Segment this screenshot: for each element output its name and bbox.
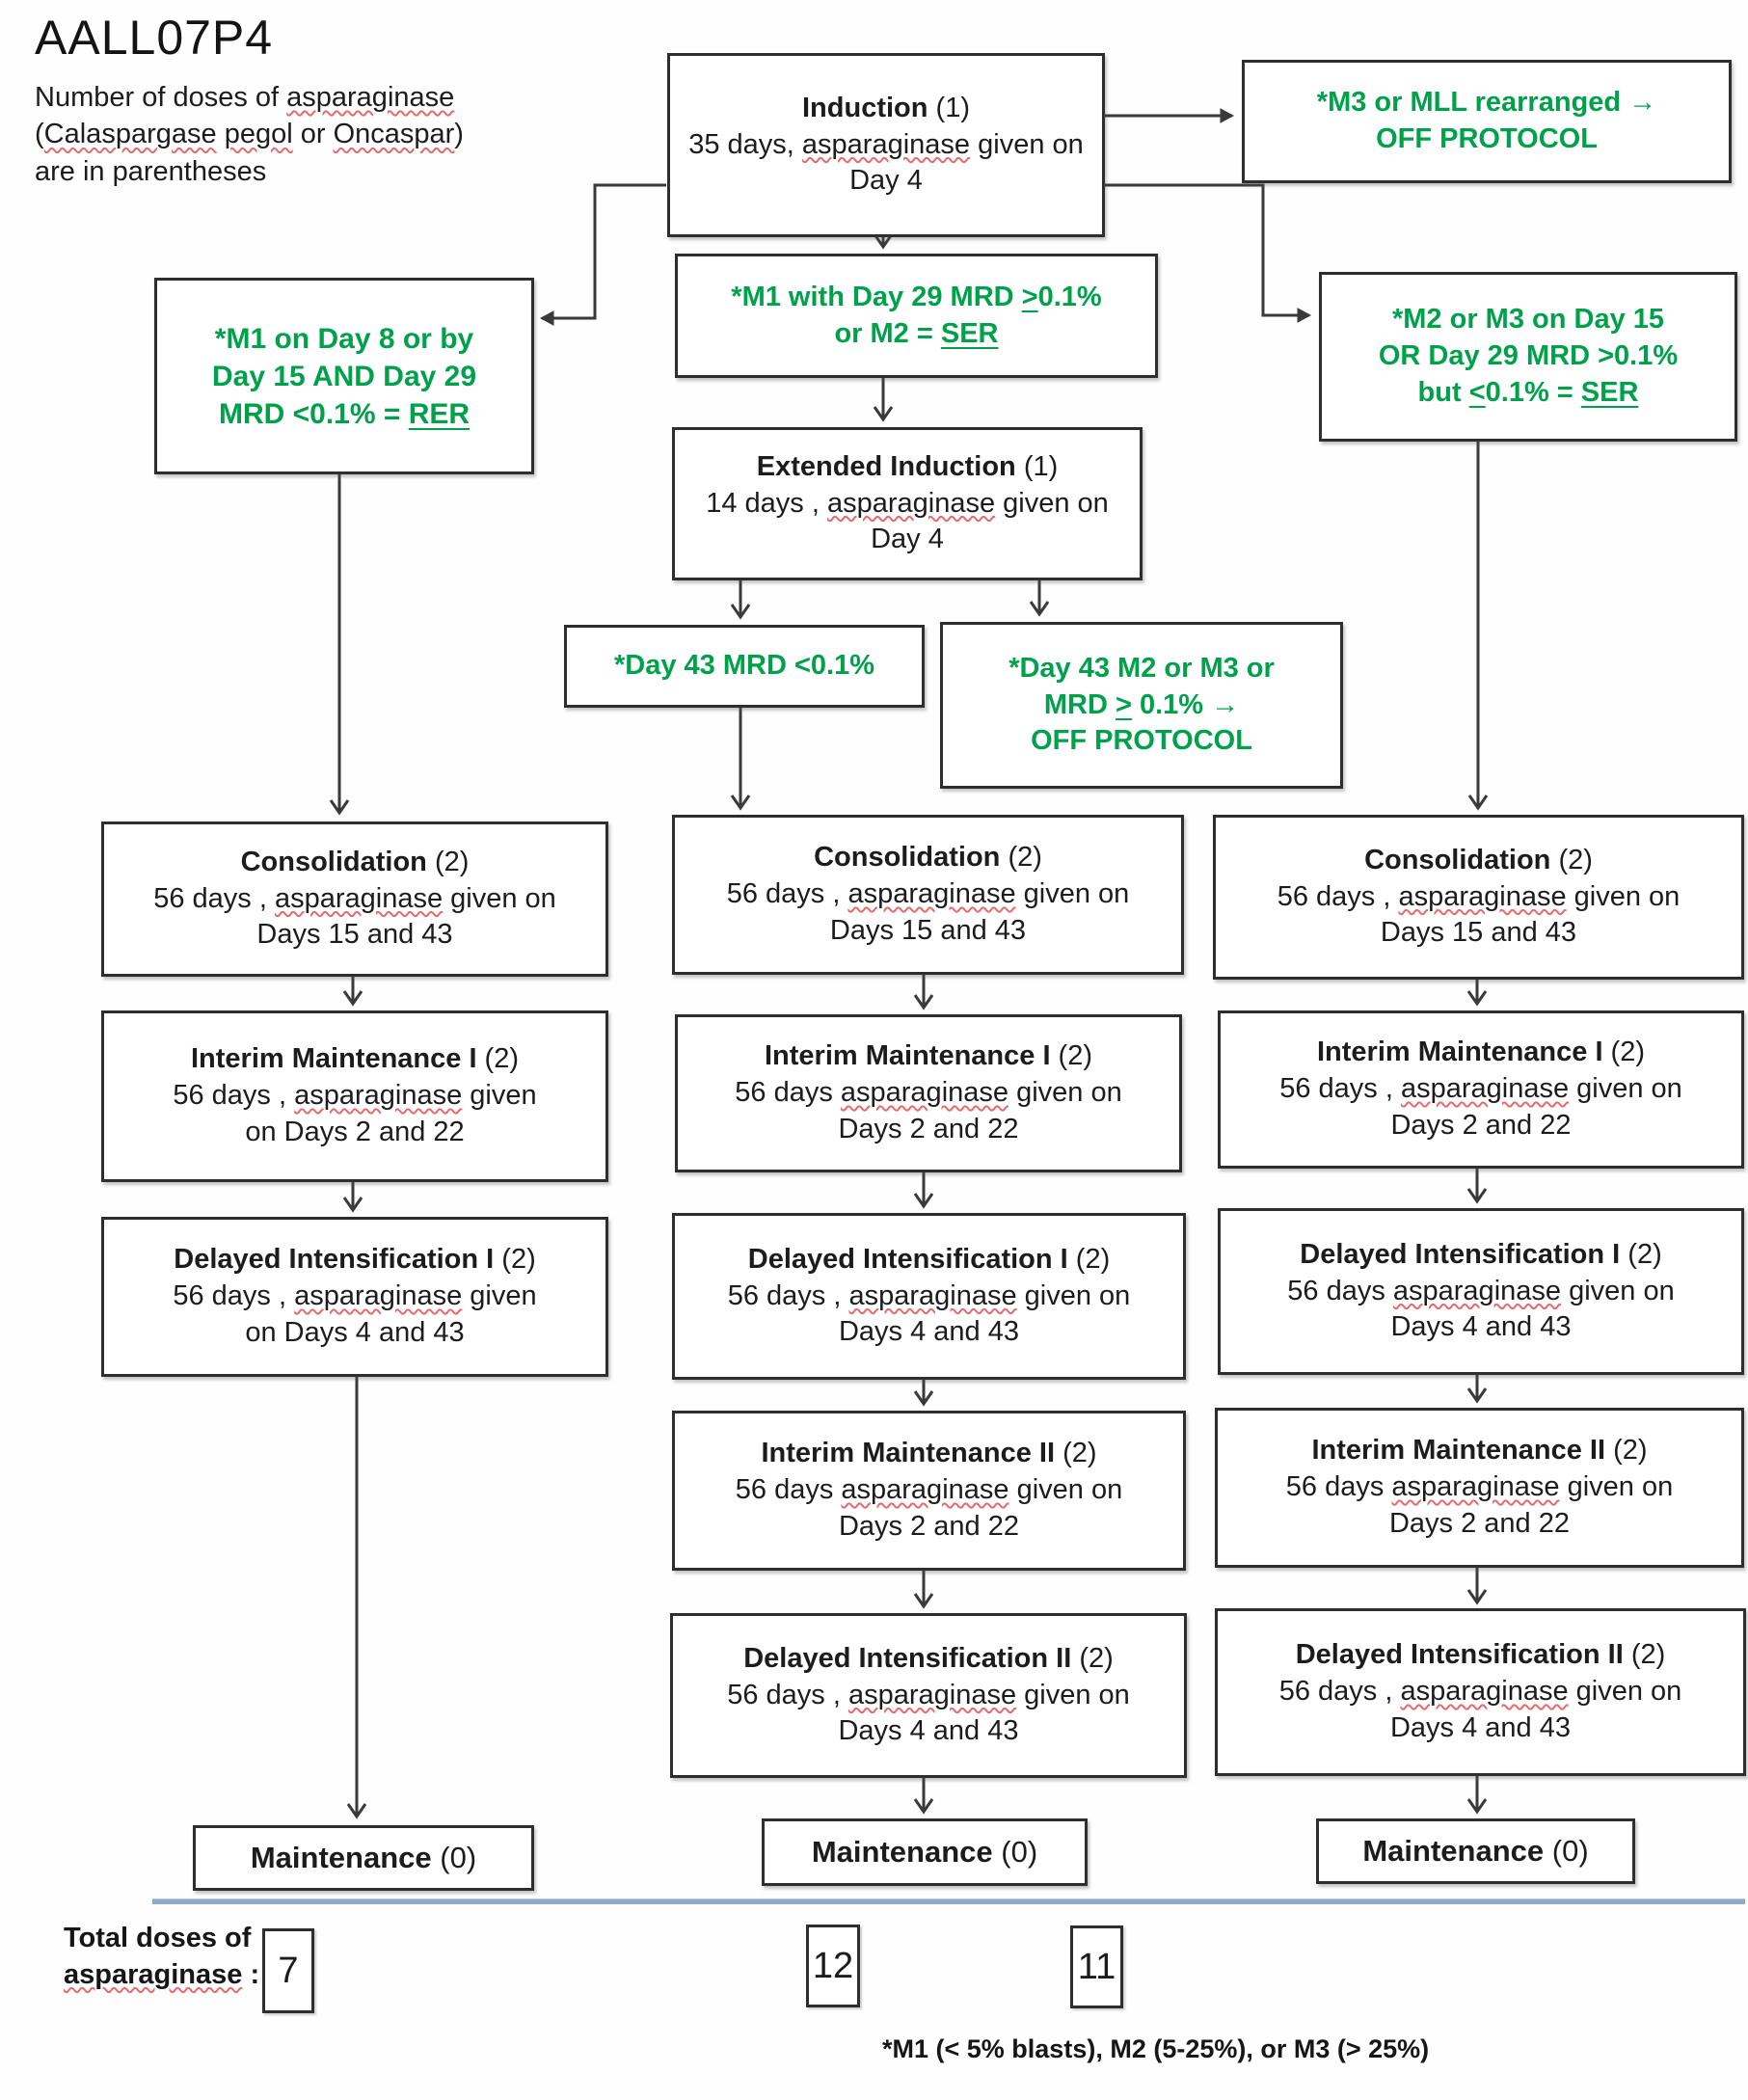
day43-mrd-box: *Day 43 MRD <0.1%: [564, 625, 925, 708]
m2-m3-ser-criteria-box: *M2 or M3 on Day 15 OR Day 29 MRD >0.1% but <0.1% = SER: [1319, 272, 1737, 442]
extended-induction-box: Extended Induction (1) 14 days , asparaginase given on Day 4: [672, 427, 1143, 580]
middle-interim-maintenance-1-box: Interim Maintenance I (2) 56 days asparaginase given on Days 2 and 22: [675, 1014, 1182, 1172]
middle-delayed-intensification-1-box: Delayed Intensification I (2) 56 days , asparaginase given on Days 4 and 43: [672, 1213, 1186, 1380]
left-interim-maintenance-1-box: Interim Maintenance I (2) 56 days , asparaginase given on Days 2 and 22: [101, 1010, 608, 1182]
total-doses-label: Total doses of asparaginase :: [64, 1923, 260, 1990]
left-maintenance-box: Maintenance (0): [193, 1825, 534, 1891]
middle-delayed-intensification-2-box: Delayed Intensification II (2) 56 days , asparaginase given on Days 4 and 43: [670, 1613, 1187, 1778]
day43-off-protocol-box: *Day 43 M2 or M3 or MRD > 0.1% → OFF PROTOCOL: [940, 622, 1343, 789]
protocol-title: AALL07P4: [35, 11, 274, 65]
protocol-subtitle: Number of doses of asparaginase (Calaspargase pegol or Oncaspar) are in parentheses: [35, 82, 464, 187]
right-consolidation-box: Consolidation (2) 56 days , asparaginase given on Days 15 and 43: [1213, 815, 1744, 980]
right-delayed-intensification-2-box: Delayed Intensification II (2) 56 days , asparaginase given on Days 4 and 43: [1215, 1608, 1746, 1776]
marrow-status-footnote: *M1 (< 5% blasts), M2 (5-25%), or M3 (> 25%): [882, 2034, 1430, 2063]
total-doses-middle: 12: [806, 1925, 860, 2007]
left-delayed-intensification-1-box: Delayed Intensification I (2) 56 days , asparaginase given on Days 4 and 43: [101, 1217, 608, 1377]
left-consolidation-box: Consolidation (2) 56 days , asparaginase given on Days 15 and 43: [101, 821, 608, 977]
right-interim-maintenance-1-box: Interim Maintenance I (2) 56 days , asparaginase given on Days 2 and 22: [1218, 1010, 1744, 1169]
title-block: [35, 10, 464, 190]
total-doses-right: 11: [1070, 1925, 1123, 2008]
m3-mll-off-protocol-box: *M3 or MLL rearranged → OFF PROTOCOL: [1242, 60, 1732, 183]
right-interim-maintenance-2-box: Interim Maintenance II (2) 56 days asparaginase given on Days 2 and 22: [1215, 1408, 1744, 1568]
rer-criteria-box: *M1 on Day 8 or by Day 15 AND Day 29 MRD <0.1% = RER: [154, 278, 534, 474]
right-maintenance-box: Maintenance (0): [1316, 1818, 1635, 1884]
total-doses-left: 7: [262, 1928, 314, 2013]
right-delayed-intensification-1-box: Delayed Intensification I (2) 56 days asparaginase given on Days 4 and 43: [1218, 1208, 1744, 1375]
middle-interim-maintenance-2-box: Interim Maintenance II (2) 56 days asparaginase given on Days 2 and 22: [672, 1411, 1186, 1571]
induction-box: Induction (1) 35 days, asparaginase given on Day 4: [667, 53, 1105, 237]
middle-maintenance-box: Maintenance (0): [762, 1818, 1088, 1886]
middle-consolidation-box: Consolidation (2) 56 days , asparaginase given on Days 15 and 43: [672, 815, 1184, 975]
separator-rule: [152, 1898, 1745, 1904]
m1-ser-criteria-box: *M1 with Day 29 MRD >0.1% or M2 = SER: [675, 254, 1158, 378]
